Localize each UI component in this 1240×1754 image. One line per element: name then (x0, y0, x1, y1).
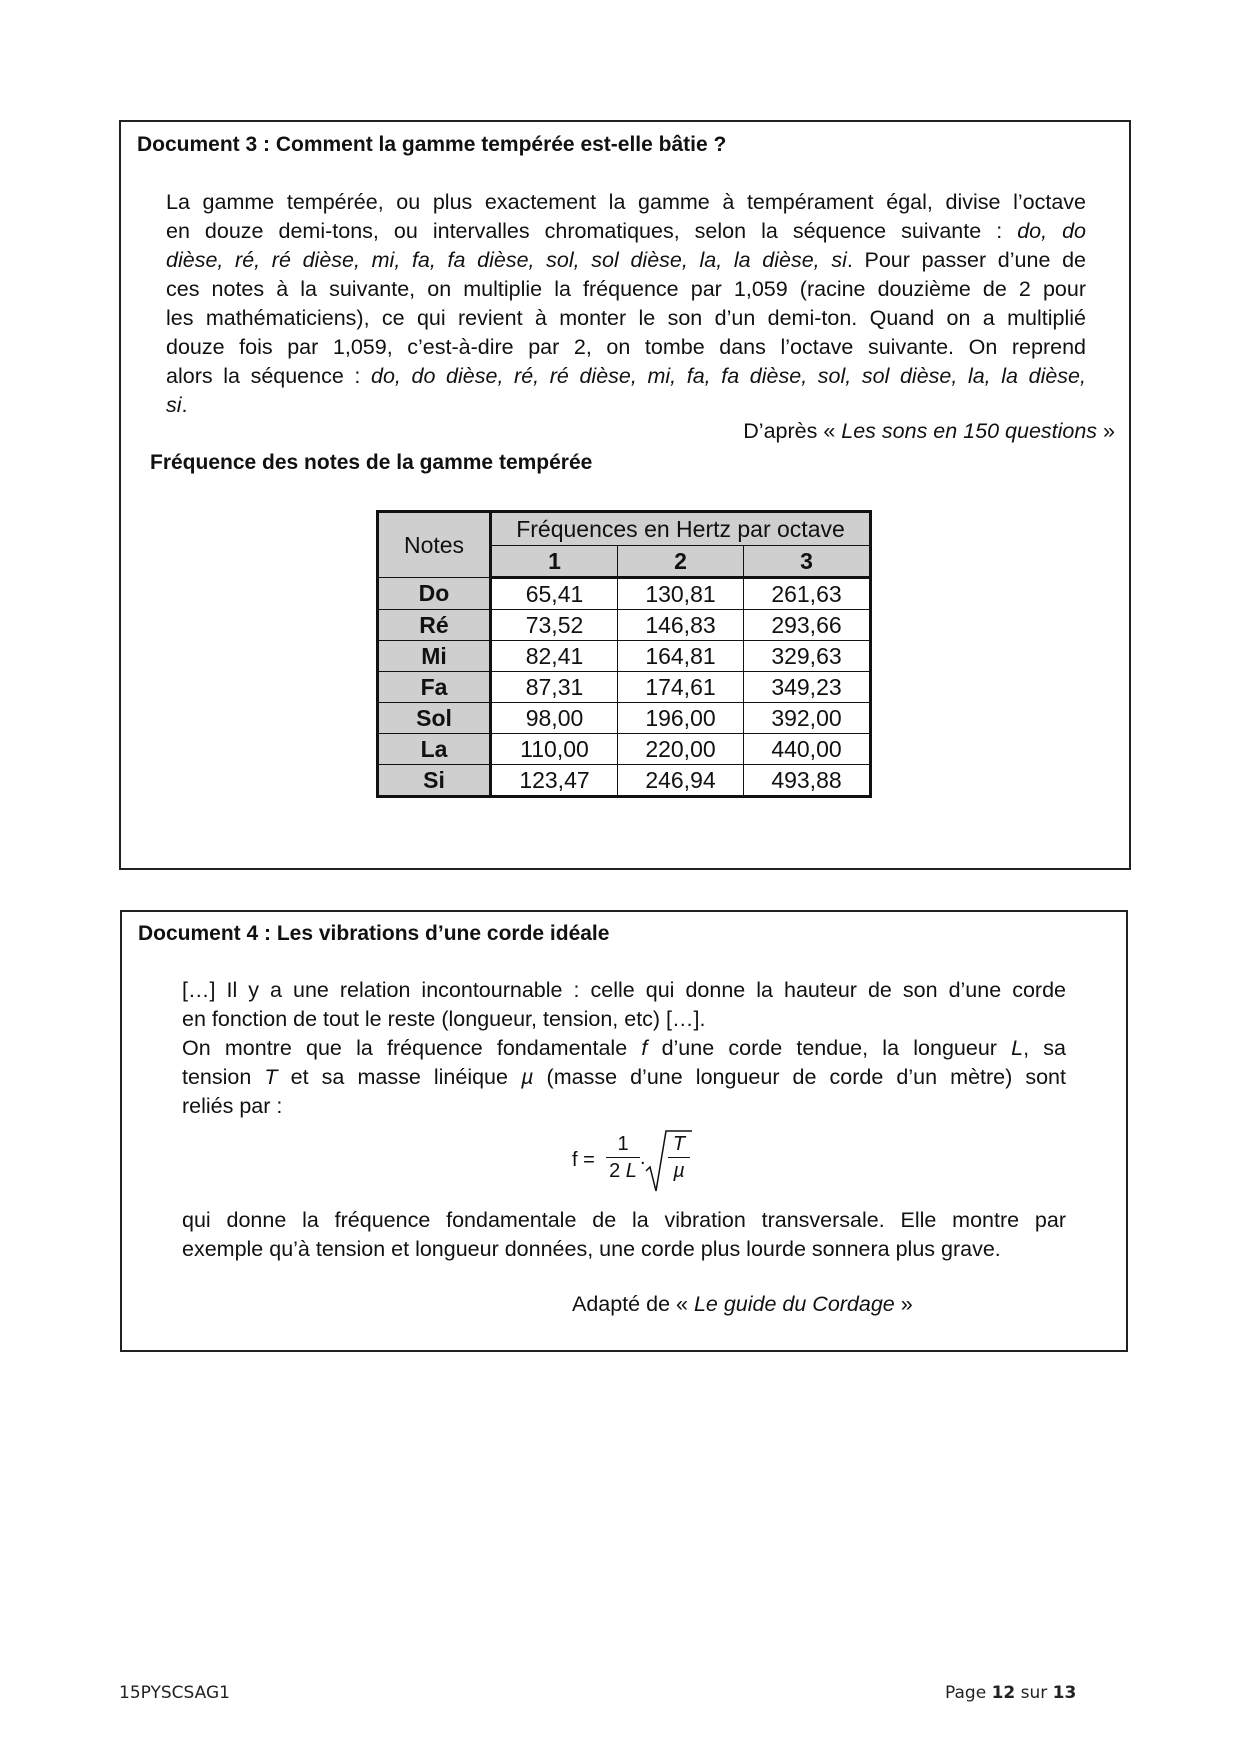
octave-header: 2 (618, 546, 744, 578)
frequency-cell: 146,83 (618, 610, 744, 641)
frequency-cell: 329,63 (744, 641, 871, 672)
table-row (378, 765, 871, 797)
table-row (378, 578, 871, 610)
frequency-cell: 98,00 (491, 703, 618, 734)
text-line: les mathématiciens), ce qui revient à monter le son d’un demi-ton. Quand on a multiplié (166, 306, 1086, 330)
document-3-box (119, 120, 1131, 870)
formula-sqrt-fraction (668, 1131, 690, 1184)
table-row (378, 703, 871, 734)
document-3-title: Document 3 : Comment la gamme tempérée est-elle bâtie ? (137, 133, 727, 156)
frequency-cell: 349,23 (744, 672, 871, 703)
formula-numerator: 1 (617, 1133, 629, 1155)
frequency-cell: 392,00 (744, 703, 871, 734)
document-4-box (120, 910, 1128, 1352)
text-line: alors la séquence : do, do dièse, ré, ré dièse, mi, fa, fa dièse, sol, sol dièse, la, la dièse, (166, 364, 1086, 388)
document-4-title: Document 4 : Les vibrations d’une corde idéale (138, 922, 610, 945)
frequency-cell: 261,63 (744, 578, 871, 610)
notes-header: Notes (378, 512, 491, 578)
text-line: si. (166, 393, 188, 417)
text-line: douze fois par 1,059, c’est-à-dire par 2, on tombe dans l’octave suivante. On reprend (166, 335, 1086, 359)
frequency-cell: 220,00 (618, 734, 744, 765)
text-line: reliés par : (182, 1094, 283, 1118)
document-3-source: D’après « Les sons en 150 questions » (743, 419, 1115, 443)
frequency-header: Fréquences en Hertz par octave (491, 512, 871, 546)
frequency-cell: 164,81 (618, 641, 744, 672)
frequency-cell: 123,47 (491, 765, 618, 797)
table-row (378, 734, 871, 765)
footer-page-number: Page 12 sur 13 (945, 1683, 1077, 1703)
note-cell: Fa (378, 672, 491, 703)
frequency-cell: 246,94 (618, 765, 744, 797)
frequency-cell: 110,00 (491, 734, 618, 765)
note-cell: Ré (378, 610, 491, 641)
frequency-cell: 73,52 (491, 610, 618, 641)
formula-fraction (606, 1131, 640, 1184)
footer-code: 15PYSCSAG1 (119, 1683, 230, 1703)
note-cell: Mi (378, 641, 491, 672)
document-4-paragraph-2 (182, 1206, 1066, 1264)
text-line: en douze demi-tons, ou intervalles chromatiques, selon la séquence suivante : do, do (166, 219, 1087, 243)
frequency-cell: 196,00 (618, 703, 744, 734)
frequency-cell: 293,66 (744, 610, 871, 641)
text-line: dièse, ré, ré dièse, mi, fa, fa dièse, sol, sol dièse, la, la dièse, si. Pour passer d’une de (166, 248, 1086, 272)
frequency-cell: 82,41 (491, 641, 618, 672)
frequency-cell: 174,61 (618, 672, 744, 703)
octave-header: 1 (491, 546, 618, 578)
frequency-cell: 130,81 (618, 578, 744, 610)
text-line: qui donne la fréquence fondamentale de la vibration transversale. Elle montre par (182, 1208, 1066, 1232)
frequency-cell: 440,00 (744, 734, 871, 765)
document-4-paragraph (182, 976, 1066, 1121)
document-3-paragraph (166, 188, 1086, 420)
frequency-formula (572, 1129, 702, 1193)
text-line: exemple qu’à tension et longueur données, une corde plus lourde sonnera plus grave. (182, 1237, 1001, 1261)
table-row (378, 610, 871, 641)
formula-tension: T (672, 1133, 686, 1155)
document-4-source: Adapté de « Le guide du Cordage » (572, 1292, 913, 1316)
note-cell: Si (378, 765, 491, 797)
formula-denominator: 2 L (609, 1160, 637, 1182)
table-row (378, 672, 871, 703)
formula-dot: . (640, 1147, 646, 1169)
table-title: Fréquence des notes de la gamme tempérée (150, 451, 593, 474)
frequency-table (376, 510, 872, 798)
formula-lhs: f = (572, 1149, 595, 1171)
formula-linear-mass: µ (673, 1160, 685, 1182)
text-line: La gamme tempérée, ou plus exactement la gamme à tempérament égal, divise l’octave (166, 190, 1086, 214)
text-line: en fonction de tout le reste (longueur, tension, etc) […]. (182, 1007, 706, 1031)
note-cell: Sol (378, 703, 491, 734)
table-row (378, 641, 871, 672)
text-line: ces notes à la suivante, on multiplie la fréquence par 1,059 (racine douzième de 2 pour (166, 277, 1086, 301)
frequency-cell: 87,31 (491, 672, 618, 703)
text-line: On montre que la fréquence fondamentale f d’une corde tendue, la longueur L, sa (182, 1036, 1066, 1060)
note-cell: La (378, 734, 491, 765)
note-cell: Do (378, 578, 491, 610)
text-line: tension T et sa masse linéique µ (masse d’une longueur de corde d’un mètre) sont (182, 1065, 1066, 1089)
frequency-cell: 493,88 (744, 765, 871, 797)
octave-header: 3 (744, 546, 871, 578)
frequency-cell: 65,41 (491, 578, 618, 610)
text-line: […] Il y a une relation incontournable : celle qui donne la hauteur de son d’une corde (182, 978, 1066, 1002)
